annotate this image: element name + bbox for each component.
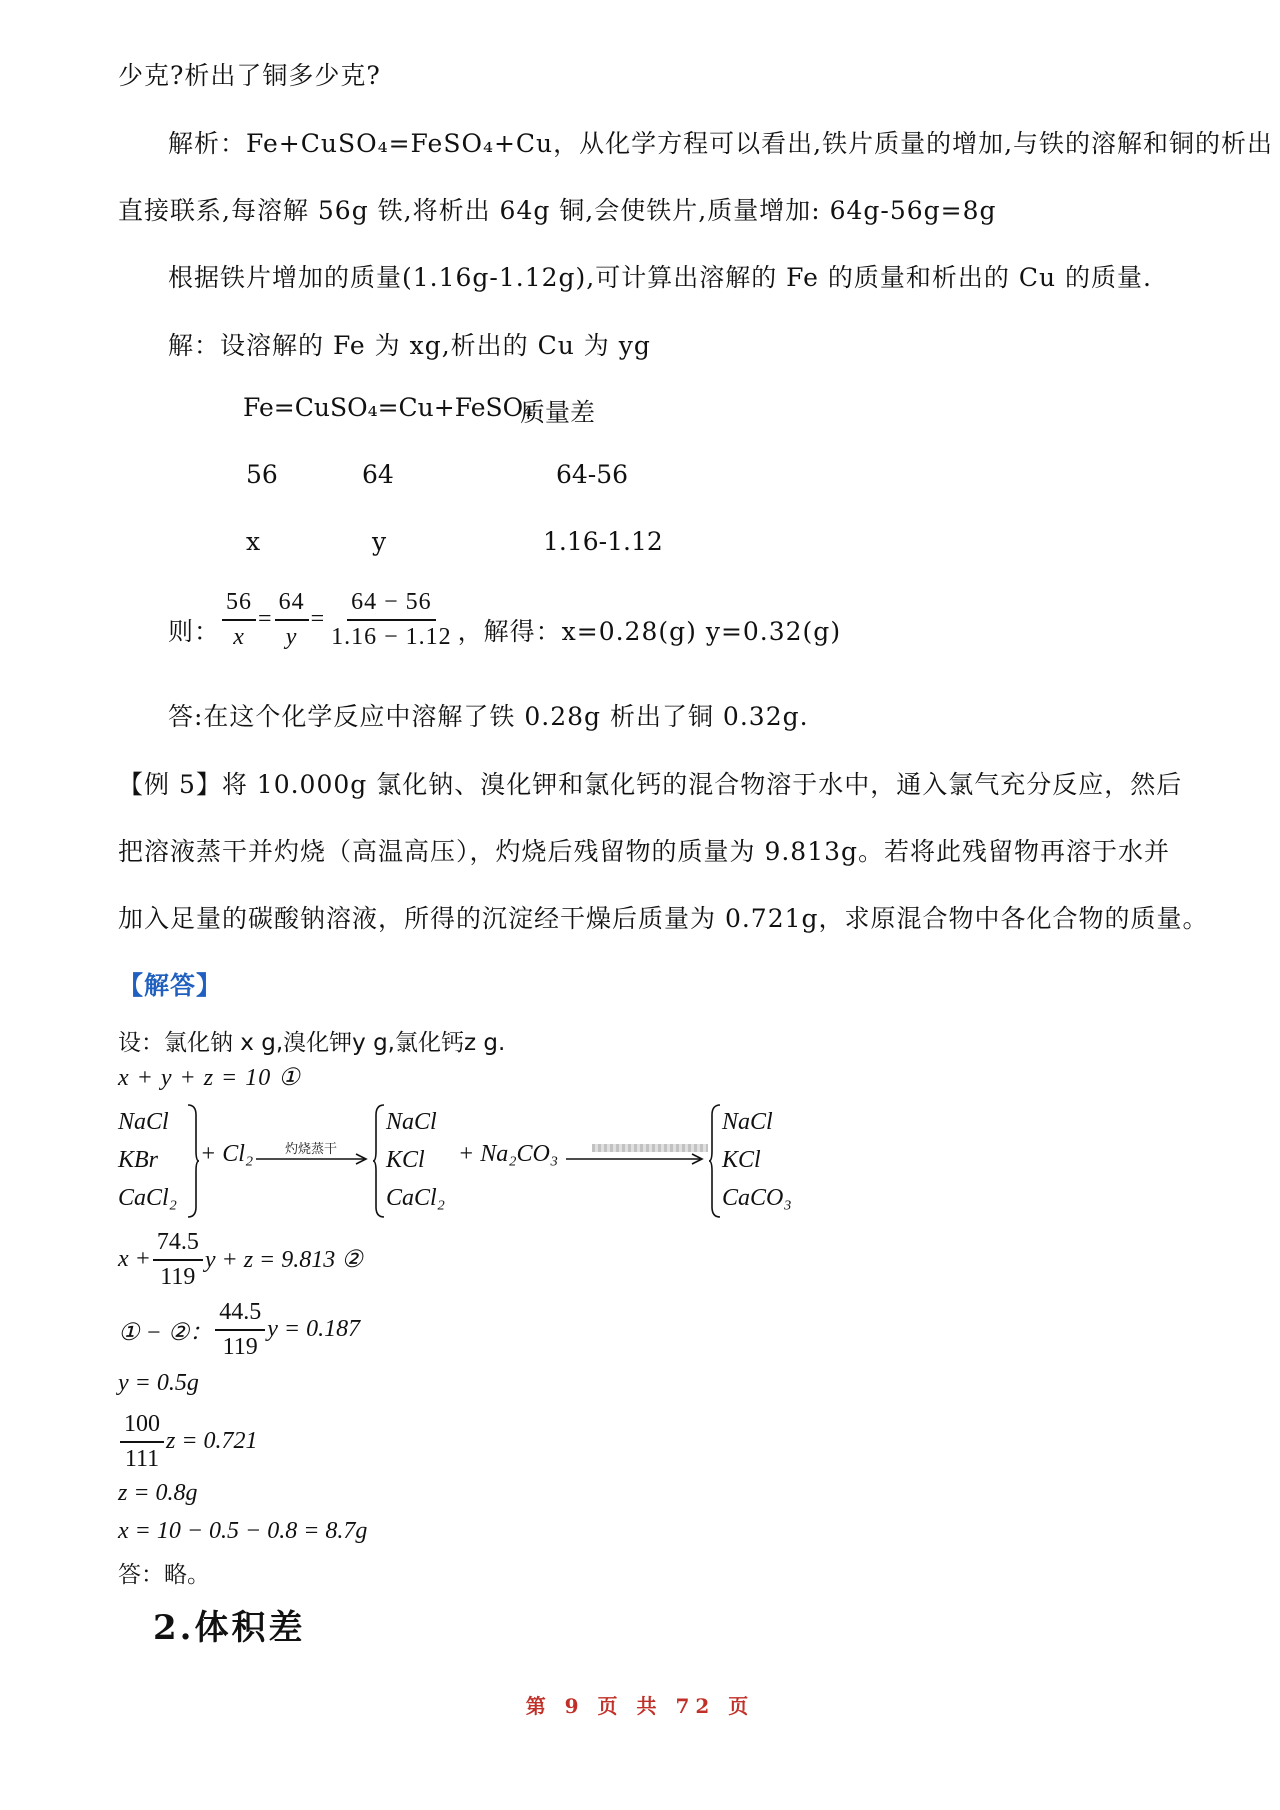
fraction [120, 1410, 164, 1474]
numerator: 64 [275, 588, 309, 621]
equation-5 [118, 1410, 258, 1474]
compound: NaCl [722, 1109, 773, 1135]
equation-part: y = 0.187 [267, 1316, 361, 1343]
section-heading: 2.体积差 [153, 1608, 306, 1648]
equation-7: x = 10 − 0.5 − 0.8 = 8.7g [118, 1518, 368, 1544]
left-brace-icon [708, 1103, 722, 1219]
equation-part: y + z = 9.813 ② [204, 1247, 363, 1274]
text-line: 直接联系,每溶解 56g 铁,将析出 64g 铜,会使铁片,质量增加: 64g-56g=8g [118, 196, 997, 225]
fraction [215, 1298, 265, 1362]
denominator: 119 [222, 1333, 258, 1360]
equation-4: y = 0.5g [118, 1370, 199, 1396]
equation-3 [118, 1298, 360, 1362]
equation-1: x + y + z = 10 ① [118, 1065, 301, 1091]
equation-6: z = 0.8g [118, 1480, 198, 1506]
arrow-label: 灼烧蒸干 [285, 1142, 338, 1157]
fraction [327, 588, 456, 652]
ratio-prefix: 则： [168, 616, 221, 646]
compound: CaCO₃ [722, 1185, 792, 1211]
plus-chlorine: + Cl₂ [200, 1141, 254, 1167]
reactant-set [118, 1103, 177, 1217]
solution-label: 【解答】 [118, 971, 223, 1000]
equation-2 [118, 1228, 363, 1292]
compound: CaCl₂ [386, 1185, 446, 1211]
compound: KCl [386, 1147, 425, 1173]
denominator: x [233, 623, 245, 650]
table-cell: 64-56 [556, 460, 629, 489]
left-brace-icon [372, 1103, 386, 1219]
reaction-equation: Fe=CuSO₄=Cu+FeSO₄ [243, 393, 534, 422]
compound: NaCl [386, 1109, 437, 1135]
numerator: 56 [222, 588, 256, 621]
example-text: 【例 5】将 10.000g 氯化钠、溴化钾和氯化钙的混合物溶于水中，通入氯气充分反应，然后 [118, 770, 1183, 799]
table-cell: 64 [362, 460, 394, 489]
text-line: 解：设溶解的 Fe 为 xg,析出的 Cu 为 yg [168, 331, 651, 360]
ratio-equation [168, 588, 841, 652]
equation-part: z = 0.721 [166, 1428, 258, 1455]
numerator: 100 [120, 1410, 164, 1443]
chem-equation: Fe+CuSO₄=FeSO₄+Cu [246, 129, 554, 158]
fraction [222, 588, 256, 652]
table-cell: 1.16-1.12 [543, 527, 663, 556]
denominator: 119 [160, 1263, 196, 1290]
right-brace-icon [186, 1103, 200, 1219]
numerator: 44.5 [215, 1298, 265, 1331]
answer-line: 答:在这个化学反应中溶解了铁 0.28g 析出了铜 0.32g. [168, 702, 809, 731]
equals-sign: = [258, 606, 273, 633]
analysis-label: 解析： [168, 129, 247, 158]
numerator: 74.5 [153, 1228, 203, 1261]
equation-part: x + [118, 1246, 151, 1273]
denominator: 1.16 − 1.12 [331, 623, 452, 650]
denominator: 111 [124, 1445, 160, 1472]
table-cell: y [372, 527, 387, 556]
solution-setup: 设：氯化钠 x g,溴化钾y g,氯化钙z g. [118, 1030, 506, 1056]
intermediate-set [386, 1103, 445, 1217]
table-cell: 56 [246, 460, 278, 489]
table-cell: x [246, 527, 261, 556]
reaction-arrow-icon [566, 1152, 708, 1166]
denominator: y [285, 623, 298, 650]
equation-part: ① − ②： [118, 1320, 214, 1347]
text-line: 少克?析出了铜多少克? [118, 61, 381, 90]
reaction-arrow-icon [256, 1152, 372, 1166]
numerator: 64 − 56 [347, 588, 436, 621]
compound: CaCl₂ [118, 1185, 178, 1211]
text-line: 根据铁片增加的质量(1.16g-1.12g),可计算出溶解的 Fe 的质量和析出的 Cu 的质量. [168, 263, 1152, 292]
analysis-text: ，从化学方程可以看出,铁片质量的增加,与铁的溶解和铜的析出 [553, 129, 1274, 158]
plus-sodium-carbonate: + Na₂CO₃ [458, 1141, 559, 1167]
equals-sign: = [310, 606, 326, 633]
solution-answer: 答：略。 [118, 1562, 210, 1588]
fraction [153, 1228, 203, 1292]
example-text: 加入足量的碳酸钠溶液，所得的沉淀经干燥后质量为 0.721g，求原混合物中各化合物的质量。 [118, 904, 1209, 933]
compound: KBr [118, 1147, 159, 1173]
fraction [275, 588, 309, 652]
page-footer: 第 9 页 共 72 页 [525, 1694, 755, 1718]
compound: KCl [722, 1147, 761, 1173]
example-text: 把溶液蒸干并灼烧（高温高压），灼烧后残留物的质量为 9.813g。若将此残留物再溶于水并 [118, 837, 1171, 866]
product-set [722, 1103, 792, 1217]
analysis-line [168, 124, 1273, 160]
ratio-result: ，解得：x=0.28(g) y=0.32(g) [457, 616, 842, 646]
smudged-arrow-label [592, 1144, 708, 1152]
mass-difference-header: 质量差 [520, 398, 596, 427]
compound: NaCl [118, 1109, 169, 1135]
